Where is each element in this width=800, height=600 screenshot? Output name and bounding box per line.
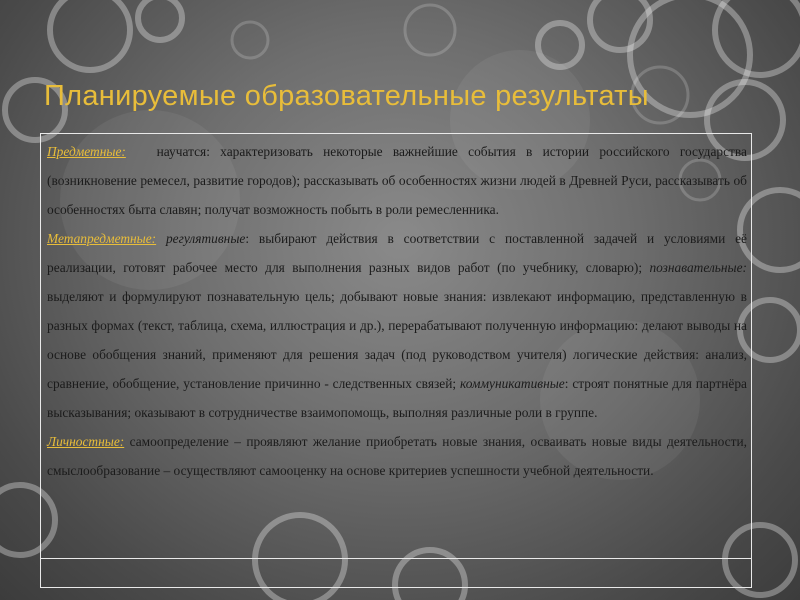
regulative-text: : выбирают действия в соответствии с поставленной задачей и условиями её реализации, готовят рабочее место для выполнения разных видов работ (по учебнику, словарю); (47, 231, 747, 275)
metasubject-results-paragraph (47, 224, 747, 427)
personal-results-paragraph (47, 427, 747, 485)
slide-title: Планируемые образовательные результаты (44, 80, 649, 112)
communicative-text: : строят понятные для партнёра высказывания; оказывают в сотрудничестве взаимопомощь, выполняя различные роли в группе. (47, 376, 748, 420)
subject-results-text: научатся: характеризовать некоторые важнейшие события в истории российского государства (возникновение ремесел, развитие городов); рассказывать об особенностях жизни людей в Древней Руси, рассказывать об особенностях быта славян; получат возможность побыть в роли ремесленника. (47, 144, 747, 217)
metasubject-results-label: Метапредметные: (47, 231, 157, 246)
subject-results-label: Предметные: (47, 144, 126, 159)
cognitive-label: познавательные: (649, 260, 747, 275)
results-text (47, 137, 747, 485)
cognitive-text: выделяют и формулируют познавательную цель; добывают новые знания: извлекают информацию, представленную в разных формах (текст, таблица, схема, иллюстрация и др.), перерабатывают полученную информацию: делают выводы на основе обобщения знаний, применяют для решения задач (под руководством учителя) логические действия: анализ, сравнение, обобщение, установление причинно - следственных связей; (47, 289, 747, 391)
results-table (40, 133, 752, 588)
subject-results-paragraph (47, 137, 747, 224)
regulative-label: регулятивные (165, 231, 246, 246)
personal-results-label: Личностные: (47, 434, 125, 449)
personal-results-text: самоопределение – проявляют желание приобретать новые знания, осваивать новые виды деятельности, смыслообразование – осуществляют самооценку на основе критериев успешности учебной деятельности. (47, 434, 747, 478)
communicative-label: коммуникативные (459, 376, 565, 391)
table-row-divider (41, 558, 751, 559)
